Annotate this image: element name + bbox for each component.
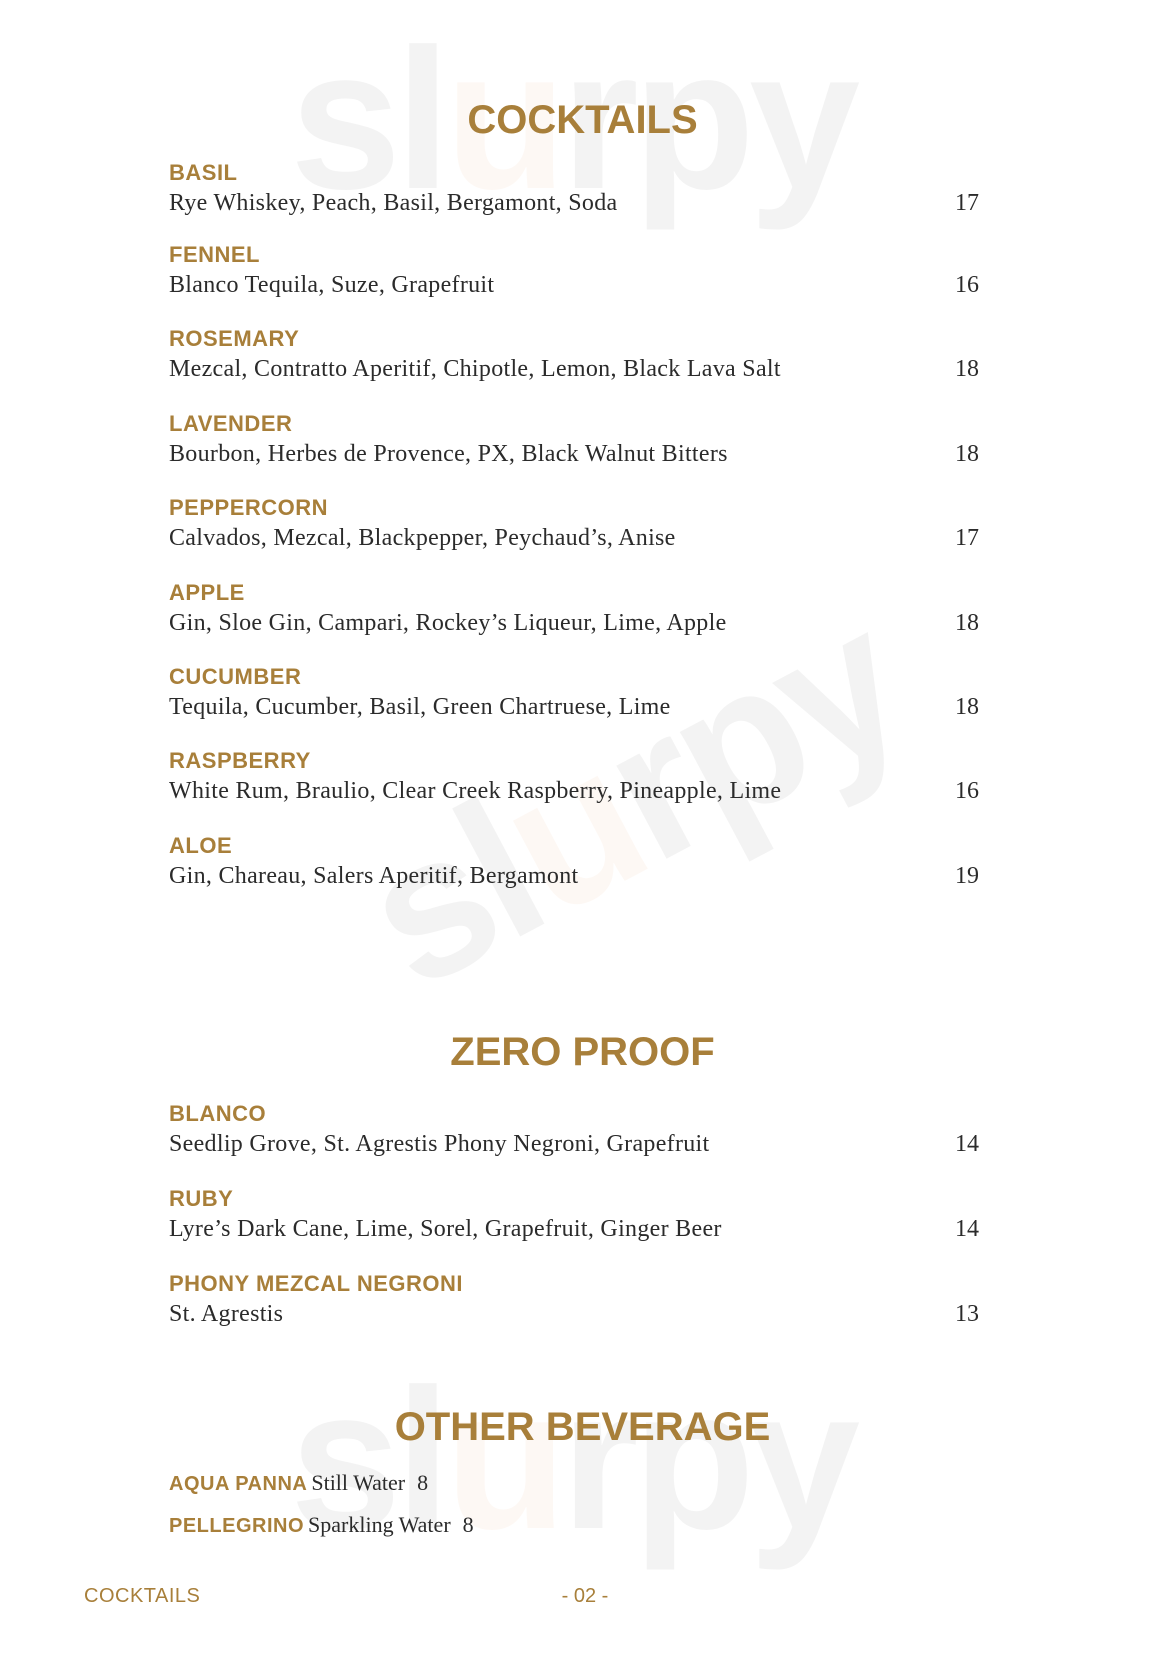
menu-item <box>169 1101 979 1159</box>
menu-item <box>169 833 979 891</box>
item-description: Sparkling Water <box>308 1512 451 1537</box>
menu-item <box>169 748 979 806</box>
item-description: Gin, Sloe Gin, Campari, Rockey’s Liqueur, Lime, Apple <box>169 610 727 636</box>
menu-item <box>169 411 979 469</box>
item-price: 16 <box>955 272 979 298</box>
item-name: RUBY <box>169 1186 234 1211</box>
item-description: Blanco Tequila, Suze, Grapefruit <box>169 272 495 298</box>
item-price: 19 <box>955 863 979 889</box>
item-price: 16 <box>955 778 979 804</box>
item-name: PHONY MEZCAL NEGRONI <box>169 1271 463 1296</box>
section-title-cocktails: COCKTAILS <box>467 98 698 142</box>
menu-item <box>169 160 979 218</box>
footer-section-label: COCKTAILS <box>84 1585 201 1607</box>
item-price: 8 <box>462 1512 474 1537</box>
item-price: 17 <box>955 190 979 216</box>
item-name: AQUA PANNA <box>169 1473 308 1495</box>
item-price: 17 <box>955 525 979 551</box>
menu-item <box>169 326 979 384</box>
item-price: 14 <box>955 1131 979 1157</box>
item-description: Seedlip Grove, St. Agrestis Phony Negroni, Grapefruit <box>169 1131 710 1157</box>
menu-item <box>169 495 979 553</box>
item-name: BLANCO <box>169 1101 267 1126</box>
item-name: LAVENDER <box>169 411 293 436</box>
item-name: RASPBERRY <box>169 748 311 773</box>
section-title-zero-proof: ZERO PROOF <box>450 1030 715 1074</box>
item-description: Lyre’s Dark Cane, Lime, Sorel, Grapefruit, Ginger Beer <box>169 1216 722 1242</box>
menu-item <box>169 580 979 638</box>
beverage-item <box>169 1470 428 1496</box>
item-name: BASIL <box>169 160 238 185</box>
item-name: PEPPERCORN <box>169 495 329 520</box>
item-description: Tequila, Cucumber, Basil, Green Chartruese, Lime <box>169 694 671 720</box>
item-description: Mezcal, Contratto Aperitif, Chipotle, Lemon, Black Lava Salt <box>169 356 781 382</box>
item-description: Rye Whiskey, Peach, Basil, Bergamont, Soda <box>169 190 618 216</box>
item-name: FENNEL <box>169 242 260 267</box>
item-name: PELLEGRINO <box>169 1515 305 1537</box>
item-price: 18 <box>955 610 979 636</box>
item-price: 8 <box>417 1470 429 1495</box>
item-description: Gin, Chareau, Salers Aperitif, Bergamont <box>169 863 579 889</box>
item-description: Bourbon, Herbes de Provence, PX, Black Walnut Bitters <box>169 441 728 467</box>
page-number: - 02 - <box>561 1585 609 1607</box>
item-description: Calvados, Mezcal, Blackpepper, Peychaud’s, Anise <box>169 525 676 551</box>
item-price: 18 <box>955 356 979 382</box>
menu-item <box>169 1271 979 1329</box>
beverage-item <box>169 1512 474 1538</box>
item-price: 14 <box>955 1216 979 1242</box>
menu-item <box>169 1186 979 1244</box>
item-description: Still Water <box>311 1470 406 1495</box>
item-description: St. Agrestis <box>169 1301 284 1327</box>
item-name: CUCUMBER <box>169 664 302 689</box>
menu-item <box>169 664 979 722</box>
item-price: 18 <box>955 694 979 720</box>
item-description: White Rum, Braulio, Clear Creek Raspberry, Pineapple, Lime <box>169 778 782 804</box>
item-price: 18 <box>955 441 979 467</box>
item-name: ALOE <box>169 833 233 858</box>
menu-item <box>169 242 979 300</box>
section-title-other-beverage: OTHER BEVERAGE <box>394 1405 771 1449</box>
item-name: APPLE <box>169 580 245 605</box>
item-price: 13 <box>955 1301 979 1327</box>
item-name: ROSEMARY <box>169 326 300 351</box>
